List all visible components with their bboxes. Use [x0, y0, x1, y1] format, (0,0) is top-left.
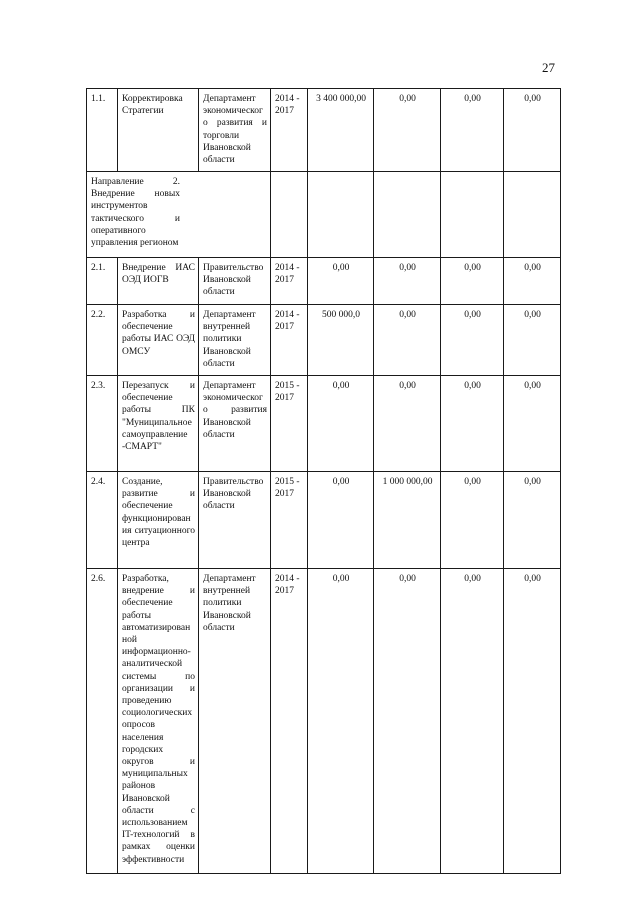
value-col-4: 0,00 [504, 258, 561, 305]
period: 2015 - 2017 [271, 376, 308, 472]
measures-table [86, 88, 561, 874]
value-col-1: 3 400 000,00 [308, 89, 374, 172]
value-col-2: 0,00 [374, 89, 441, 172]
value-col-3: 0,00 [441, 89, 504, 172]
row-number: 2.4. [87, 472, 118, 569]
period: 2014 - 2017 [271, 258, 308, 305]
measure-name: Корректировка Стратегии [118, 89, 199, 172]
value-col-4: 0,00 [504, 305, 561, 376]
period: 2014 - 2017 [271, 569, 308, 874]
direction-heading [87, 172, 271, 258]
value-col-4: 0,00 [504, 569, 561, 874]
period: 2014 - 2017 [271, 305, 308, 376]
table-row [87, 258, 561, 305]
responsible-body: Департамент внутренней политики Ивановской области [199, 305, 271, 376]
row-number: 2.6. [87, 569, 118, 874]
value-col-2: 0,00 [374, 376, 441, 472]
value-col-2: 0,00 [374, 258, 441, 305]
measure-name: Разработка, внедрение и обеспечение работы автоматизированной информационно-аналитической системы по организации и проведению социологических опросов населения городских округов и муниципальных районов Ивановской области с использованием IT-технологий в рамках оценки эффективности [118, 569, 199, 874]
value-col-3: 0,00 [441, 258, 504, 305]
table-row [87, 89, 561, 172]
direction-text: Направление 2. Внедрение новых инструментов тактического и оперативного управления регионом [91, 177, 180, 249]
row-number: 1.1. [87, 89, 118, 172]
table-row [87, 305, 561, 376]
value-col-1: 0,00 [308, 258, 374, 305]
period: 2015 - 2017 [271, 472, 308, 569]
measure-name: Внедрение ИАС ОЭД ИОГВ [118, 258, 199, 305]
table-row [87, 472, 561, 569]
responsible-body: Правительство Ивановской области [199, 472, 271, 569]
value-col-1: 0,00 [308, 569, 374, 874]
direction-row [87, 172, 561, 258]
page-number: 27 [542, 60, 555, 75]
value-col-2: 0,00 [374, 305, 441, 376]
value-col-2: 1 000 000,00 [374, 472, 441, 569]
value-col-3: 0,00 [441, 376, 504, 472]
responsible-body: Департамент внутренней политики Ивановской области [199, 569, 271, 874]
value-col-3: 0,00 [441, 472, 504, 569]
responsible-body: Департамент экономического развития и торговли Ивановской области [199, 89, 271, 172]
table-row [87, 376, 561, 472]
value-col-4: 0,00 [504, 376, 561, 472]
table-row [87, 569, 561, 874]
value-col-2: 0,00 [374, 569, 441, 874]
row-number: 2.2. [87, 305, 118, 376]
measure-name: Перезапуск и обеспечение работы ПК "Муниципальное самоуправление -СМАРТ" [118, 376, 199, 472]
measure-name: Создание, развитие и обеспечение функционирования ситуационного центра [118, 472, 199, 569]
row-number: 2.3. [87, 376, 118, 472]
measure-name: Разработка и обеспечение работы ИАС ОЭД ОМСУ [118, 305, 199, 376]
responsible-body: Правительство Ивановской области [199, 258, 271, 305]
value-col-1: 0,00 [308, 472, 374, 569]
value-col-3: 0,00 [441, 305, 504, 376]
responsible-body: Департамент экономического развития Ивановской области [199, 376, 271, 472]
period: 2014 - 2017 [271, 89, 308, 172]
value-col-4: 0,00 [504, 472, 561, 569]
value-col-1: 0,00 [308, 376, 374, 472]
row-number: 2.1. [87, 258, 118, 305]
value-col-3: 0,00 [441, 569, 504, 874]
value-col-1: 500 000,0 [308, 305, 374, 376]
value-col-4: 0,00 [504, 89, 561, 172]
